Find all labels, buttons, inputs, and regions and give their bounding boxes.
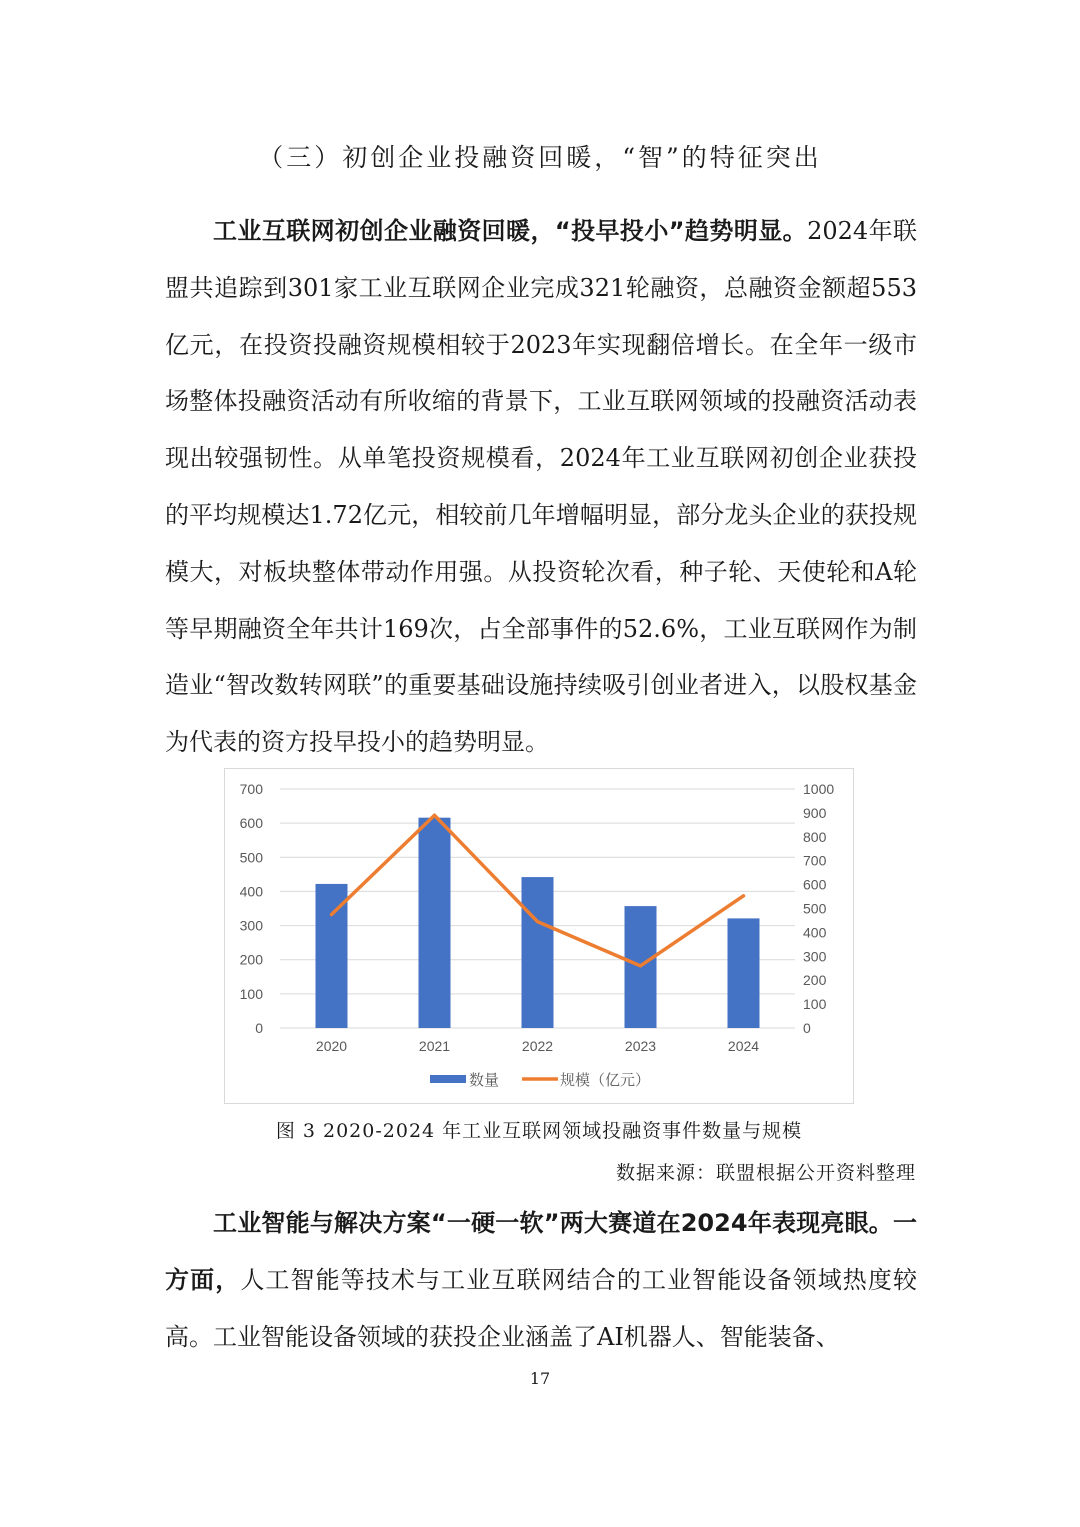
y-right-tick-label: 500 <box>803 900 827 917</box>
y-left-tick-label: 600 <box>239 815 263 832</box>
figure-caption: 图 3 2020-2024 年工业互联网领域投融资事件数量与规模 <box>275 1120 803 1142</box>
bar-2022 <box>522 877 554 1028</box>
y-right-tick-label: 100 <box>803 996 827 1013</box>
paragraph-lead: 工业智能与解决方案“一硬一软”两大赛道在2024年表现亮眼。一方面， <box>165 1209 917 1294</box>
legend-label-scale: 规模（亿元） <box>560 1071 651 1089</box>
y-left-tick-label: 500 <box>239 849 263 866</box>
legend-label-count: 数量 <box>469 1071 500 1089</box>
y-left-tick-label: 300 <box>239 917 263 934</box>
y-left-tick-label: 200 <box>239 951 263 968</box>
y-right-tick-label: 0 <box>803 1020 811 1036</box>
bar-2021 <box>419 818 451 1028</box>
legend-swatch-count <box>430 1075 466 1083</box>
investment-chart <box>224 768 854 1104</box>
y-right-tick-label: 900 <box>803 804 827 821</box>
y-left-tick-label: 400 <box>239 883 263 900</box>
x-tick-label: 2022 <box>521 1038 554 1054</box>
x-tick-label: 2021 <box>418 1038 451 1054</box>
paragraph-body: 人工智能等技术与工业互联网结合的工业智能设备领域热度较高。工业智能设备领域的获投企业涵盖了AI机器人、智能装备、 <box>165 1265 918 1351</box>
y-left-tick-label: 0 <box>255 1020 263 1036</box>
y-right-tick-label: 700 <box>803 852 827 869</box>
x-tick-label: 2020 <box>315 1038 348 1054</box>
paragraph-hard-soft-tracks <box>165 1195 917 1365</box>
y-right-tick-label: 200 <box>803 972 827 989</box>
y-right-tick-label: 800 <box>803 828 827 845</box>
x-tick-label: 2024 <box>727 1038 760 1054</box>
y-left-tick-label: 700 <box>239 781 263 797</box>
y-right-tick-label: 300 <box>803 948 827 965</box>
y-left-tick-label: 100 <box>239 985 263 1002</box>
chart-svg <box>225 769 855 1105</box>
bar-2024 <box>728 918 760 1028</box>
x-tick-label: 2023 <box>624 1038 657 1054</box>
paragraph-investment-recovery <box>165 203 917 771</box>
paragraph-body: 2024年联盟共追踪到301家工业互联网企业完成321轮融资，总融资金额超553亿元，在投资投融资规模相较于2023年实现翻倍增长。在全年一级市场整体投融资活动有所收缩的背景下，工业互联网领域的投融资活动表现出较强韧性。从单笔投资规模看，2024年工业互联网初创企业获投的平均规模达1.72亿元，相较前几年增幅明显，部分龙头企业的获投规模大，对板块整体带动作用强。从投资轮次看，种子轮、天使轮和A轮等早期融资全年共计169次，占全部事件的52.6%，工业互联网作为制造业“智改数转网联”的重要基础设施持续吸引创业者进入，以股权基金为代表的资方投早投小的趋势明显。 <box>165 217 917 757</box>
y-right-tick-label: 400 <box>803 924 827 941</box>
page-number: 17 <box>529 1369 551 1388</box>
y-right-tick-label: 1000 <box>803 781 835 797</box>
section-title: （三）初创企业投融资回暖，“智”的特征突出 <box>258 143 822 172</box>
y-right-tick-label: 600 <box>803 876 827 893</box>
paragraph-lead: 工业互联网初创企业融资回暖，“投早投小”趋势明显。 <box>213 217 808 245</box>
data-source: 数据来源：联盟根据公开资料整理 <box>615 1162 916 1184</box>
